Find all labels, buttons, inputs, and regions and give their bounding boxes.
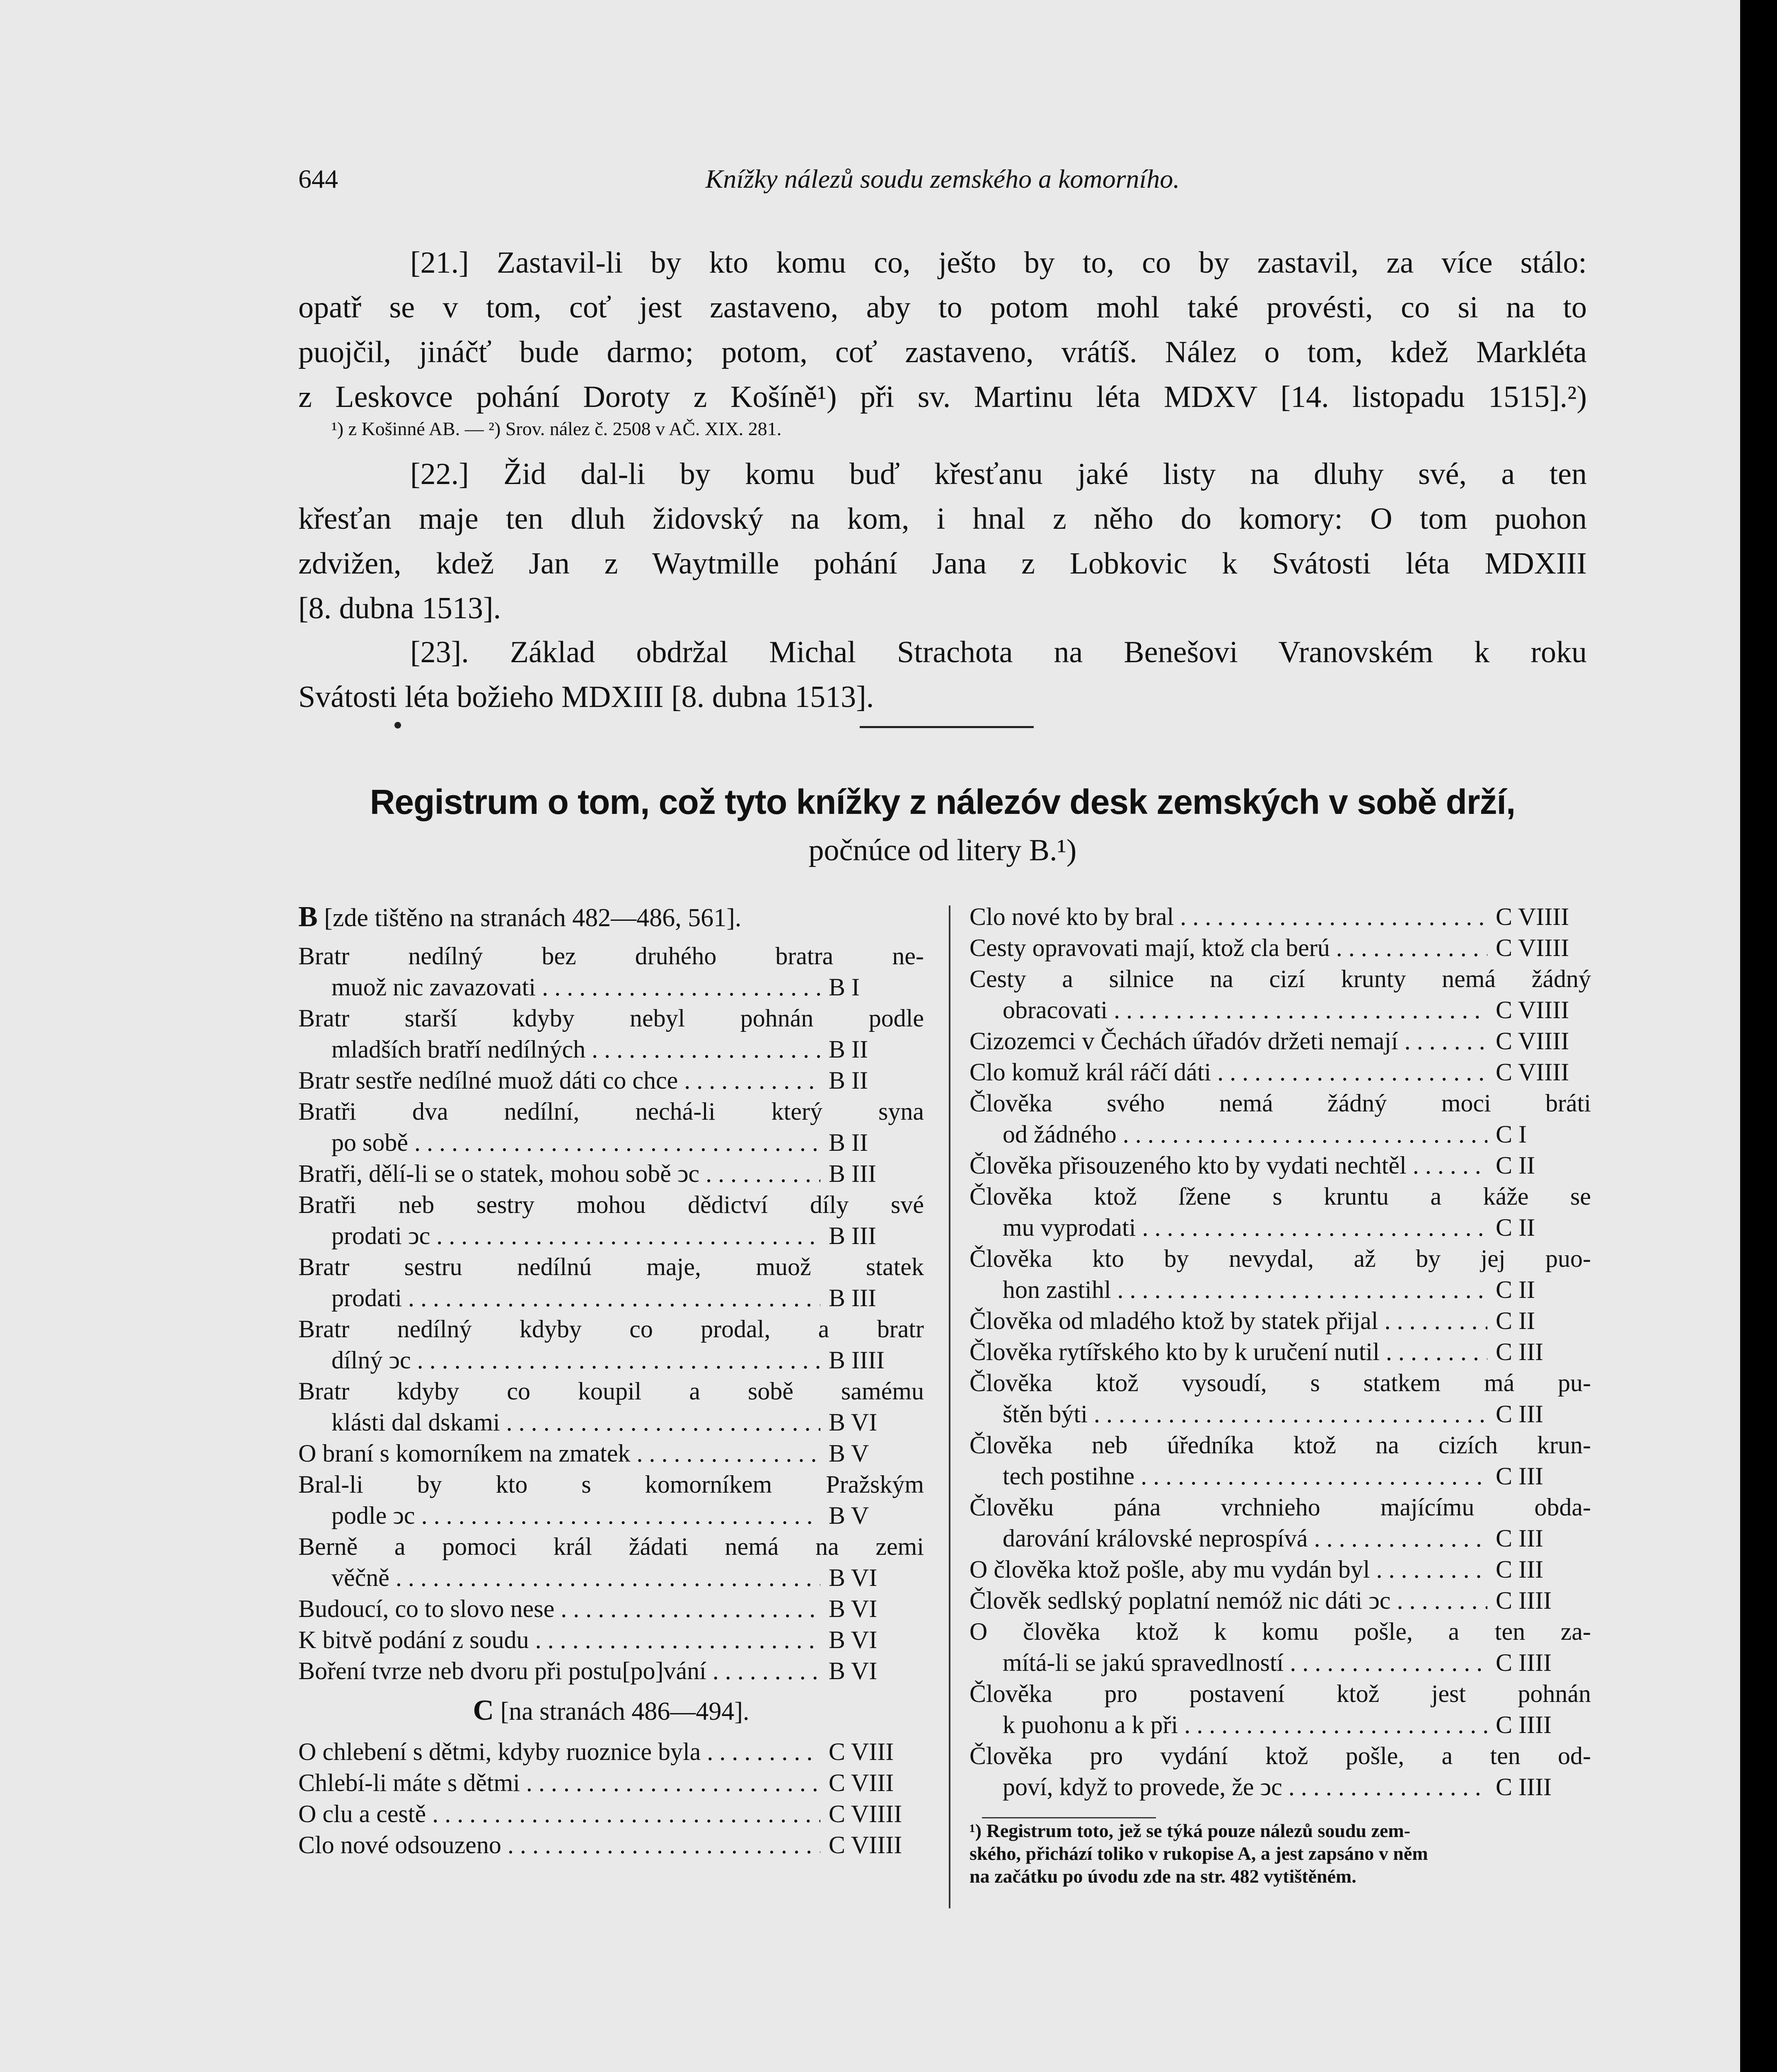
register-entry [969,963,1591,1026]
entry-reference: C VIII [829,1738,894,1765]
entry-row [298,1736,924,1767]
entry-text: Člověka přisouzeného kto by vydati nechtěl . . . [969,1150,1487,1181]
right-entries [969,901,1591,1803]
entry-text: Člověka od mladého ktož by statek přijal . . . [969,1305,1487,1336]
section-letter: B [298,901,318,933]
entry-text: Bratr sestře nedílné muož dáti co chce . . . [298,1065,820,1096]
entry-line: Člověka svého nemá žádný moci bráti [969,1089,1591,1117]
entry-text: muož nic zavazovati . . . [331,972,820,1003]
register-entry [298,941,924,1003]
entry-row [298,1345,924,1376]
entry-row [969,1523,1591,1554]
register-entry [969,1585,1591,1616]
entry-row [969,1585,1591,1616]
register-entry [969,1243,1591,1305]
entry-text: k puohonu a k při . . . [1003,1709,1487,1740]
text-line: zdvižen, kdež Jan z Waytmille pohání Jana z Lobkovic k Svátosti léta MDXIII [298,547,1587,581]
entry-reference: B II [829,1129,868,1156]
register-entry [298,1065,924,1096]
register-entry [969,1430,1591,1492]
entry-row [969,932,1591,963]
entry-line: Bratr nedílný bez druhého bratra ne- [298,942,924,970]
text-line: [21.] Zastavil-li by kto komu co, ješto by to, co by zastavil, za více stálo: [410,246,1587,280]
entry-text: klásti dal dskami . . . [331,1407,820,1438]
entry-text: Bratři, dělí-li se o statek, mohou sobě ͻc . . . [298,1158,820,1189]
text-line: Svátosti léta božieho MDXIII [8. dubna 1513]. [298,680,874,714]
register-entry [298,1593,924,1624]
entry-row [969,1212,1591,1243]
section-c-entries [298,1736,924,1861]
register-entry [298,1096,924,1158]
register-entry [298,1314,924,1376]
entry-text: darování královské neprospívá . . . [1003,1523,1487,1554]
register-left-column [298,901,924,1861]
entry-row [969,1461,1591,1492]
entry-line: Člověka pro vydání ktož pošle, a ten od- [969,1742,1591,1769]
entry-text: Člověk sedlský poplatní nemóž nic dáti ͻc . . . [969,1585,1487,1616]
section-note: [na stranách 486—494]. [500,1697,749,1726]
register-entry [298,1624,924,1656]
entry-reference: B VI [829,1595,878,1622]
entry-row [969,1057,1591,1088]
entry-line: Bratr kdyby co koupil a sobě samému [298,1377,924,1405]
entry-reference: C II [1496,1152,1535,1179]
entry-row [298,1407,924,1438]
entry-text: O braní s komorníkem na zmatek . . . [298,1438,820,1469]
bullet-mark [394,722,401,729]
entry-reference: C I [1496,1121,1527,1148]
entry-line: Člověku pána vrchnieho majícímu obda- [969,1493,1591,1521]
entry-row [969,1554,1591,1585]
register-entry [298,1438,924,1469]
entry-reference: C III [1496,1462,1543,1490]
section-letter: C [473,1694,494,1726]
entry-line: O člověka ktož k komu pošle, a ten za- [969,1618,1591,1645]
entry-row [969,1274,1591,1305]
section-b-entries [298,941,924,1687]
text-line: křesťan maje ten dluh židovský na kom, i hnal z něho do komory: O tom puohon [298,502,1587,536]
register-entry [969,1150,1591,1181]
register-entry [298,1189,924,1251]
entry-line: Cesty a silnice na cizí krunty nemá žádný [969,965,1591,992]
entry-reference: C VIIII [1496,903,1569,930]
entry-line: Bratr sestru nedílnú maje, muož statek [298,1253,924,1280]
entry-text: prodati ͻc . . . [331,1220,820,1251]
entry-text: Clo komuž král ráčí dáti . . . [969,1057,1487,1088]
entry-reference: B VI [829,1564,878,1591]
register-entry [969,1026,1591,1057]
entry-line: Berně a pomoci král žádati nemá na zemi [298,1533,924,1560]
register-entry [298,1376,924,1438]
column-divider [949,905,950,1908]
entry-row [298,1220,924,1251]
entry-row [298,1158,924,1189]
text-line: [8. dubna 1513]. [298,591,501,625]
entry-row [969,1336,1591,1368]
entry-text: O chlebení s dětmi, kdyby ruoznice byla . . . [298,1736,820,1767]
entry-row [298,1767,924,1798]
entry-text: od žádného . . . [1003,1119,1487,1150]
entry-row [969,1772,1591,1803]
entry-text: podle ͻc . . . [331,1500,820,1531]
text-line: puojčil, jináčť bude darmo; potom, coť zastaveno, vrátíš. Nález o tom, kdež Markléta [298,335,1587,369]
entry-text: dílný ͻc . . . [331,1345,820,1376]
entry-reference: B IIII [829,1346,885,1374]
entry-row [298,1065,924,1096]
register-entry [969,1057,1591,1088]
entry-reference: B VI [829,1409,878,1436]
entry-text: Boření tvrze neb dvoru při postu[po]vání . . . [298,1656,820,1687]
paragraph-22 [298,452,1587,631]
entry-reference: C VIIII [829,1831,902,1859]
entry-row [969,1647,1591,1678]
entry-reference: C II [1496,1276,1535,1303]
footnote-line: na začátku po úvodu zde na str. 482 vytištěném. [969,1866,1356,1887]
text-line: [23]. Základ obdržal Michal Strachota na Benešovi Vranovském k roku [410,635,1587,669]
entry-reference: B II [829,1067,868,1094]
footnote-line: ského, přichází toliko v rukopise A, a jest zapsáno v něm [969,1843,1428,1864]
footnote-rule [982,1817,1156,1818]
register-entry [969,1181,1591,1243]
entry-reference: C VIIII [1496,1027,1569,1055]
running-title: Knížky nálezů soudu zemského a komorního. [705,164,1180,194]
entry-reference: B VI [829,1657,878,1685]
entry-text: věčně . . . [331,1562,820,1593]
entry-row [298,1656,924,1687]
entry-text: hon zastihl . . . [1003,1274,1487,1305]
entry-text: obracovati . . . [1003,995,1487,1026]
entry-reference: C IIII [1496,1711,1552,1738]
entry-reference: B V [829,1502,869,1529]
entry-reference: B III [829,1160,876,1187]
entry-row [969,1150,1591,1181]
entry-text: štěn býti . . . [1003,1399,1487,1430]
entry-text: prodati . . . [331,1283,820,1314]
entry-text: Budoucí, co to slovo nese . . . [298,1593,820,1624]
entry-row [969,1026,1591,1057]
entry-reference: C IIII [1496,1587,1552,1614]
entry-text: Cesty opravovati mají, ktož cla berú . . . [969,932,1487,963]
entry-text: K bitvě podání z soudu . . . [298,1624,820,1656]
paragraph-21-footnote: ¹) z Košinné AB. — ²) Srov. nález č. 2508 v AČ. XIX. 281. [331,418,782,439]
register-entry [969,1616,1591,1678]
entry-reference: B III [829,1222,876,1249]
entry-row [298,1562,924,1593]
entry-reference: C VIII [829,1769,894,1796]
entry-row [298,1438,924,1469]
register-entry [969,1678,1591,1740]
entry-reference: C III [1496,1338,1543,1365]
entry-row [969,1709,1591,1740]
entry-reference: C III [1496,1400,1543,1428]
register-right-column [969,901,1591,1803]
register-entry [969,1554,1591,1585]
entry-line: Bratr starší kdyby nebyl pohnán podle [298,1005,924,1032]
entry-reference: C VIIII [1496,934,1569,961]
entry-text: Člověka rytířského kto by k uručení nutil . . . [969,1336,1487,1368]
entry-reference: B III [829,1284,876,1312]
entry-reference: C IIII [1496,1773,1552,1801]
register-entry [969,932,1591,963]
entry-row [969,901,1591,932]
entry-reference: C III [1496,1556,1543,1583]
entry-line: Bral-li by kto s komorníkem Pražským [298,1471,924,1498]
register-footnote [969,1819,1591,1888]
entry-row [969,1399,1591,1430]
entry-row [298,1283,924,1314]
register-entry [298,1736,924,1767]
entry-line: Člověka kto by nevydal, až by jej puo- [969,1245,1591,1272]
entry-reference: B I [829,973,860,1001]
entry-row [298,1127,924,1158]
register-entry [969,1088,1591,1150]
entry-text: Chlebí-li máte s dětmi . . . [298,1767,820,1798]
entry-row [298,972,924,1003]
entry-row [298,1798,924,1830]
entry-reference: C II [1496,1307,1535,1334]
entry-text: Clo nové kto by bral . . . [969,901,1487,932]
entry-line: Člověka neb úředníka ktož na cizích krun- [969,1431,1591,1459]
register-entry [298,1251,924,1314]
entry-text: po sobě . . . [331,1127,820,1158]
register-entry [969,1305,1591,1336]
footnote-line: ¹) Registrum toto, jež se týká pouze nálezů soudu zem- [969,1820,1410,1841]
entry-reference: C III [1496,1525,1543,1552]
text-line: opatř se v tom, coť jest zastaveno, aby to potom mohl také provésti, co si na to [298,290,1587,324]
entry-line: Bratři dva nedílní, nechá-li který syna [298,1098,924,1125]
register-entry [298,1003,924,1065]
register-entry [298,1767,924,1798]
entry-row [298,1034,924,1065]
register-entry [969,1368,1591,1430]
entry-line: Člověka ktož ſžene s kruntu a káže se [969,1183,1591,1210]
paragraph-23 [298,630,1587,719]
text-line: [22.] Žid dal-li by komu buď křesťanu jaké listy na dluhy své, a ten [410,457,1587,491]
entry-reference: C II [1496,1214,1535,1241]
register-entry [969,1336,1591,1368]
entry-row [969,1119,1591,1150]
register-title: Registrum o tom, což tyto knížky z nálezóv desk zemských v sobě drží, [370,782,1516,821]
paragraph-21 [298,240,1587,419]
entry-reference: C VIIII [829,1800,902,1828]
register-entry [969,901,1591,932]
entry-row [969,995,1591,1026]
entry-reference: C IIII [1496,1649,1552,1676]
entry-row [298,1593,924,1624]
entry-text: Cizozemci v Čechách úřadóv držeti nemají . . . [969,1026,1487,1057]
register-entry [298,1531,924,1593]
entry-text: O člověka ktož pošle, aby mu vydán byl . . . [969,1554,1487,1585]
entry-row [298,1624,924,1656]
entry-reference: B VI [829,1626,878,1653]
page-header [298,164,1587,209]
entry-row [969,1305,1591,1336]
entry-line: Člověka ktož vysoudí, s statkem má pu- [969,1369,1591,1397]
register-entry [298,1158,924,1189]
entry-line: Člověka pro postavení ktož jest pohnán [969,1680,1591,1707]
section-note: [zde tištěno na stranách 482—486, 561]. [324,904,742,932]
section-b-heading [298,901,924,941]
register-entry [298,1469,924,1531]
entry-reference: B II [829,1036,868,1063]
entry-text: tech postihne . . . [1003,1461,1487,1492]
register-subtitle: počnúce od litery B.¹) [808,833,1077,867]
register-entry [298,1656,924,1687]
section-divider [860,726,1034,728]
register-entry [298,1798,924,1830]
entry-text: mu vyprodati . . . [1003,1212,1487,1243]
entry-reference: B V [829,1440,869,1467]
entry-text: mladších bratří nedílných . . . [331,1034,820,1065]
entry-reference: C VIIII [1496,1058,1569,1086]
entry-text: Clo nové odsouzeno . . . [298,1830,820,1861]
entry-line: Bratr nedílný kdyby co prodal, a bratr [298,1315,924,1343]
entry-row [298,1830,924,1861]
entry-line: Bratři neb sestry mohou dědictví díly své [298,1191,924,1218]
entry-row [298,1500,924,1531]
text-line: z Leskovce pohání Doroty z Košíně¹) při sv. Martinu léta MDXV [14. listopadu 1515].²) [298,380,1587,414]
entry-text: O clu a cestě . . . [298,1798,820,1830]
page-number: 644 [298,164,338,194]
register-entry [298,1830,924,1861]
section-c-heading [298,1687,924,1736]
entry-reference: C VIIII [1496,996,1569,1024]
register-entry [969,1492,1591,1554]
entry-text: mítá-li se jakú spravedlností . . . [1003,1647,1487,1678]
register-entry [969,1740,1591,1803]
entry-text: poví, když to provede, že ͻc . . . [1003,1772,1487,1803]
